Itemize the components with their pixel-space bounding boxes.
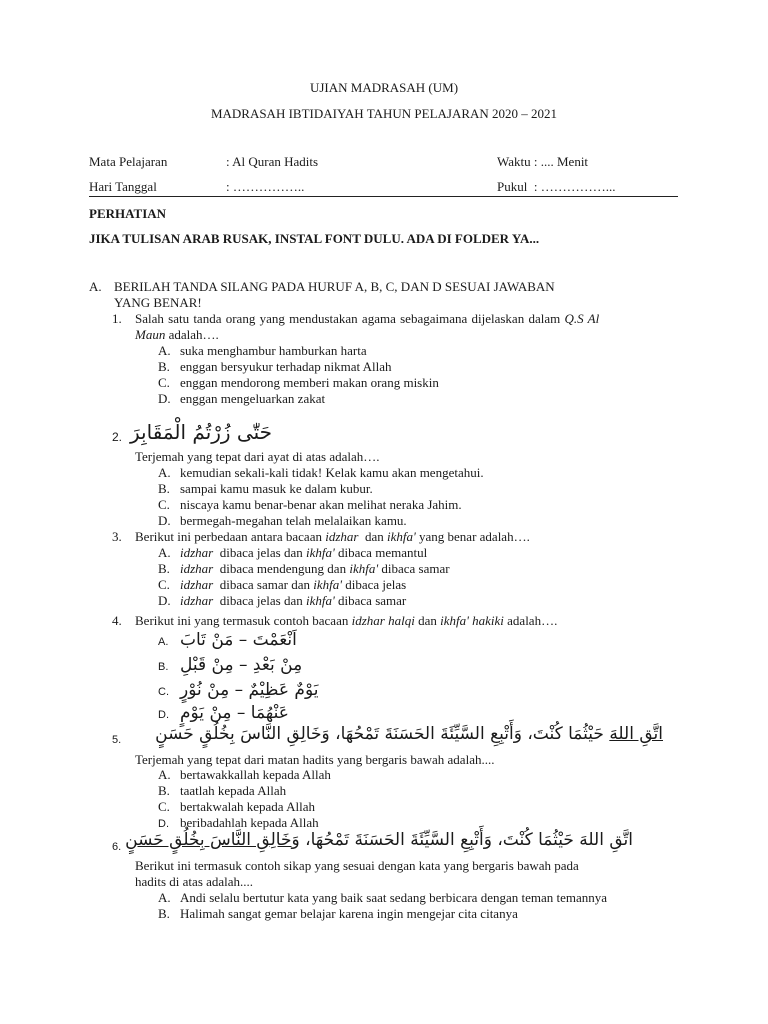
question-1-surah-cont: Maun <box>135 327 166 342</box>
option-letter: A. <box>158 545 171 560</box>
question-2-option-d[interactable] <box>158 513 407 529</box>
option-letter: B. <box>158 359 170 374</box>
question-4-option-a[interactable] <box>158 630 297 650</box>
question-1-number: 1. <box>112 311 122 326</box>
hadith-underlined-phrase: اتَّقِ اللهَ <box>609 724 663 744</box>
option-letter: C. <box>158 497 170 512</box>
question-1-text-line2 <box>135 327 219 343</box>
question-2-text: Terjemah yang tepat dari ayat di atas adalah…. <box>135 449 380 464</box>
option-letter: B. <box>158 481 170 496</box>
option-text: bertawakkallah kepada Allah <box>180 767 331 782</box>
option-text: sampai kamu masuk ke dalam kubur. <box>180 481 373 496</box>
option-text: kemudian sekali-kali tidak! Kelak kamu akan mengetahui. <box>180 465 484 480</box>
question-3-option-a[interactable] <box>158 545 427 561</box>
option-letter: D. <box>158 593 171 608</box>
question-3-option-c[interactable] <box>158 577 406 593</box>
option-letter: A. <box>158 767 171 782</box>
question-4-text-pre: Berikut ini yang termasuk contoh bacaan <box>135 613 349 628</box>
question-1-option-b[interactable] <box>158 359 392 375</box>
option-letter: A. <box>158 636 169 648</box>
subject-value: : Al Quran Hadits <box>226 154 319 169</box>
option-letter: A. <box>158 465 171 480</box>
option-letter: C. <box>158 686 169 698</box>
question-3-option-d[interactable] <box>158 593 406 609</box>
question-4-option-d[interactable] <box>158 703 289 723</box>
option-text: enggan bersyukur terhadap nikmat Allah <box>180 359 392 374</box>
question-5-number: 5. <box>112 734 122 746</box>
option-term2: ikhfa' <box>349 561 379 576</box>
option-text-end: dibaca samar <box>381 561 450 576</box>
question-2-arabic-verse: حَتّٰى زُرْتُمُ الْمَقَابِرَ <box>130 420 273 444</box>
notice-text: JIKA TULISAN ARAB RUSAK, INSTAL FONT DULU. ADA DI FOLDER YA... <box>89 231 540 246</box>
option-text-mid: dibaca jelas dan <box>219 545 303 560</box>
option-text-end: dibaca samar <box>338 593 407 608</box>
option-term1: idzhar <box>180 561 214 576</box>
option-letter: C. <box>158 799 170 814</box>
option-letter: A. <box>158 890 171 905</box>
option-letter: B. <box>158 783 170 798</box>
question-6-option-a[interactable] <box>158 890 607 906</box>
date-value: : …………….. <box>226 179 305 194</box>
question-4-option-c[interactable] <box>158 680 318 700</box>
option-text: bermegah-megahan telah melalaikan kamu. <box>180 513 407 528</box>
option-letter: B. <box>158 561 170 576</box>
option-letter: D. <box>158 513 171 528</box>
question-3-text <box>135 529 530 545</box>
option-letter: B. <box>158 661 169 673</box>
time-field <box>497 154 588 170</box>
section-a-letter: A. <box>89 279 102 294</box>
question-2-option-a[interactable] <box>158 465 484 481</box>
header-divider <box>89 196 678 197</box>
option-text: suka menghambur hamburkan harta <box>180 343 367 358</box>
option-term1: idzhar <box>180 577 214 592</box>
question-3-number: 3. <box>112 529 122 544</box>
option-text: Andi selalu bertutur kata yang baik saat sedang berbicara dengan teman temannya <box>180 890 608 905</box>
option-text: enggan mendorong memberi makan orang miskin <box>180 375 439 390</box>
question-4-option-b[interactable] <box>158 655 302 675</box>
option-text: enggan mengeluarkan zakat <box>180 391 326 406</box>
hour-value: : ……………... <box>533 179 616 194</box>
option-term2: ikhfa' <box>306 545 335 560</box>
notice-heading: PERHATIAN <box>89 206 167 221</box>
option-arabic: مِنْ بَعْدِ – مِنْ قَبْلِ <box>180 655 303 675</box>
question-5-option-c[interactable] <box>158 799 315 815</box>
subject-label: Mata Pelajaran <box>89 154 168 169</box>
option-text: taatlah kepada Allah <box>180 783 287 798</box>
question-6-text-line1: Berikut ini termasuk contoh sikap yang sesuai dengan kata yang bergaris bawah pada <box>135 858 579 873</box>
hour-label: Pukul <box>497 179 528 194</box>
option-text: beribadahlah kepada Allah <box>180 815 319 830</box>
option-letter: B. <box>158 906 170 921</box>
option-term2: ikhfa' <box>313 577 342 592</box>
option-text-end: dibaca jelas <box>345 577 407 592</box>
question-5-option-d[interactable] <box>158 815 319 831</box>
option-letter: D. <box>158 818 169 830</box>
question-6-number: 6. <box>112 841 122 853</box>
term-idzhar-halqi: idzhar halqi <box>351 613 415 628</box>
question-4-text <box>135 613 557 629</box>
question-6-text-line2: hadits di atas adalah.... <box>135 874 254 889</box>
option-letter: A. <box>158 343 171 358</box>
question-4-text-post: adalah…. <box>507 613 558 628</box>
question-1-text <box>135 311 599 327</box>
option-text-mid: dibaca mendengung dan <box>219 561 347 576</box>
term-ikhfa: ikhfa' <box>386 529 416 544</box>
option-text: Halimah sangat gemar belajar karena ingin mengejar cita citanya <box>180 906 518 921</box>
date-label: Hari Tanggal <box>89 179 157 194</box>
question-1-suffix: adalah…. <box>168 327 219 342</box>
question-2-option-b[interactable] <box>158 481 373 497</box>
term-idzhar: idzhar <box>325 529 359 544</box>
option-text-mid: dibaca samar dan <box>219 577 310 592</box>
question-3-text-post: yang benar adalah…. <box>419 529 530 544</box>
hour-field <box>497 179 615 195</box>
question-2-option-c[interactable] <box>158 497 462 513</box>
question-3-text-pre: Berikut ini perbedaan antara bacaan <box>135 529 322 544</box>
option-term1: idzhar <box>180 545 214 560</box>
section-a-instruction-line1: BERILAH TANDA SILANG PADA HURUF A, B, C, DAN D SESUAI JAWABAN <box>114 279 555 294</box>
section-a-instruction-line2: YANG BENAR! <box>114 295 202 310</box>
time-value: : .... Menit <box>533 154 589 169</box>
term-ikhfa-hakiki: ikhfa' hakiki <box>440 613 504 628</box>
exam-subtitle: MADRASAH IBTIDAIYAH TAHUN PELAJARAN 2020 – 2021 <box>210 106 558 121</box>
question-2-number: 2. <box>112 430 123 444</box>
question-1-option-a[interactable] <box>158 343 367 359</box>
option-arabic: يَوْمٌ عَظِيْمٌ – مِنْ نُوْرٍ <box>180 680 319 700</box>
option-text-mid: dibaca jelas dan <box>219 593 303 608</box>
option-term1: idzhar <box>180 593 214 608</box>
question-5-text: Terjemah yang tepat dari matan hadits yang bergaris bawah adalah.... <box>135 752 495 767</box>
option-letter: D. <box>158 709 169 721</box>
hadith-underlined-phrase: خَالِقِ النَّاسَ بِخُلُقٍ حَسَنٍ <box>125 830 292 850</box>
question-4-text-mid: dan <box>418 613 437 628</box>
option-letter: D. <box>158 391 171 406</box>
question-1-option-c[interactable] <box>158 375 439 391</box>
option-letter: C. <box>158 577 170 592</box>
question-5-hadith <box>133 724 663 744</box>
question-3-option-b[interactable] <box>158 561 450 577</box>
question-1-text-line1: Salah satu tanda orang yang mendustakan agama sebagaimana dijelaskan dalam <box>135 311 561 326</box>
option-arabic: عَنْهُمَا – مِنْ يَوْمٍ <box>180 703 289 723</box>
question-1-option-d[interactable] <box>158 391 325 407</box>
option-text: niscaya kamu benar-benar akan melihat neraka Jahim. <box>180 497 462 512</box>
option-arabic: اَنْعَمْتَ – مَنْ تَابَ <box>180 630 297 650</box>
question-5-option-b[interactable] <box>158 783 286 799</box>
exam-title: UJIAN MADRASAH (UM) <box>309 80 459 95</box>
question-3-text-mid: dan <box>364 529 384 544</box>
option-term2: ikhfa' <box>306 593 335 608</box>
option-text-end: dibaca memantul <box>338 545 428 560</box>
question-4-number: 4. <box>112 613 122 628</box>
hadith-text: اتَّقِ اللهَ حَيْثُمَا كُنْتَ، وَأَتْبِعِ السَّيِّئَةَ الحَسَنَةَ تَمْحُهَا، وَ <box>291 830 633 850</box>
option-letter: C. <box>158 375 170 390</box>
time-label: Waktu <box>497 154 531 169</box>
question-6-hadith <box>125 830 633 850</box>
question-6-option-b[interactable] <box>158 906 518 922</box>
hadith-text: حَيْثُمَا كُنْتَ، وَأَتْبِعِ السَّيِّئَةَ الحَسَنَةَ تَمْحُهَا، وَخَالِقِ النَّاسَ بِخُلُقٍ حَسَنٍ <box>155 724 604 744</box>
option-text: bertakwalah kepada Allah <box>180 799 315 814</box>
question-1-surah: Q.S Al <box>564 311 600 326</box>
question-5-option-a[interactable] <box>158 767 331 783</box>
